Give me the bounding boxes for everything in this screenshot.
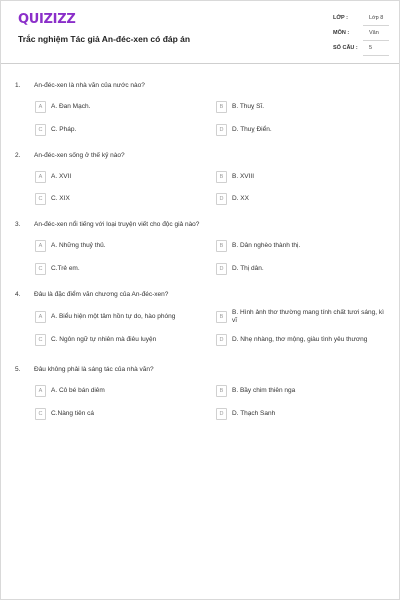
question-text: Đâu không phải là sáng tác của nhà văn? (34, 366, 154, 373)
option-text: A. Cô bé bán diêm (51, 387, 105, 394)
question-text: An-đéc-xen nổi tiếng với loại truyện viết cho độc giả nào? (34, 221, 200, 228)
question-text: Đâu là đặc điểm văn chương của An-đéc-xen? (34, 291, 169, 298)
question-text: An-đéc-xen là nhà văn của nước nào? (34, 82, 145, 89)
meta-info (333, 15, 389, 60)
option-letter-box[interactable]: C (35, 408, 46, 420)
meta-row-subject (333, 30, 389, 45)
option-text: B. Bầy chim thiên nga (232, 387, 296, 394)
meta-value-subject: Văn (369, 30, 379, 36)
option-text: C.Nàng tiên cá (51, 410, 94, 417)
option-letter-box[interactable]: C (35, 124, 46, 136)
option-text: A. Đan Mạch. (51, 103, 91, 110)
question-number: 3. (15, 221, 21, 228)
option-letter-box[interactable]: A (35, 101, 46, 113)
option-text: A. XVII (51, 173, 72, 180)
option-text: A. Những thuỷ thủ. (51, 242, 106, 249)
option-text: C. XIX (51, 195, 70, 202)
meta-label-count: SỐ CÂU : (333, 45, 358, 51)
option-text: B. XVIII (232, 173, 255, 180)
option-letter-box[interactable]: D (216, 334, 227, 346)
option-letter-box[interactable]: D (216, 408, 227, 420)
meta-value-class: Lớp 8 (369, 15, 384, 21)
meta-underline (363, 40, 389, 41)
option-letter-box[interactable]: B (216, 311, 227, 323)
option-text: B. Dân nghèo thành thị. (232, 242, 301, 249)
option-text: D. Nhẹ nhàng, thơ mộng, giàu tình yêu thương (232, 336, 368, 343)
option-text: B. Thuỵ Sĩ. (232, 103, 265, 110)
option-letter-box[interactable]: B (216, 171, 227, 183)
option-letter-box[interactable]: A (35, 240, 46, 252)
option-letter-box[interactable]: D (216, 193, 227, 205)
question-number: 1. (15, 82, 21, 89)
question-number: 4. (15, 291, 21, 298)
option-text: A. Biểu hiện một tâm hồn tự do, hào phóng (51, 313, 176, 320)
option-text: D. Thuỵ Điển. (232, 126, 272, 133)
option-text: D. Thị dân. (232, 265, 264, 272)
question-text: An-đéc-xen sống ở thế kỷ nào? (34, 152, 125, 159)
option-letter-box[interactable]: A (35, 385, 46, 397)
meta-row-count (333, 45, 389, 60)
option-letter-box[interactable]: C (35, 193, 46, 205)
option-text: B. Hình ảnh thơ thường mang tính chất tươi sáng, kì vĩ (232, 309, 384, 324)
option-text: D. Thạch Sanh (232, 410, 276, 417)
option-letter-box[interactable]: A (35, 311, 46, 323)
option-letter-box[interactable]: B (216, 101, 227, 113)
option-letter-box[interactable]: C (35, 334, 46, 346)
option-letter-box[interactable]: B (216, 385, 227, 397)
option-letter-box[interactable]: B (216, 240, 227, 252)
worksheet-header (1, 1, 399, 64)
question-number: 2. (15, 152, 21, 159)
meta-label-class: LỚP : (333, 15, 348, 21)
meta-underline (363, 55, 389, 56)
option-text: C.Trẻ em. (51, 265, 80, 272)
meta-underline (363, 25, 389, 26)
option-letter-box[interactable]: D (216, 263, 227, 275)
option-letter-box[interactable]: D (216, 124, 227, 136)
quizizz-logo: QUIZIZZ (18, 12, 76, 27)
page-title: Trắc nghiệm Tác giả An-đéc-xen có đáp án (18, 34, 191, 44)
option-text: C. Ngôn ngữ tự nhiên mà điêu luyện (51, 336, 157, 343)
question-number: 5. (15, 366, 21, 373)
option-letter-box[interactable]: C (35, 263, 46, 275)
option-text: C. Pháp. (51, 126, 77, 133)
option-letter-box[interactable]: A (35, 171, 46, 183)
meta-label-subject: MÔN : (333, 30, 350, 36)
meta-value-count: 5 (369, 45, 373, 51)
option-text: D. XX (232, 195, 249, 202)
meta-row-class (333, 15, 389, 30)
